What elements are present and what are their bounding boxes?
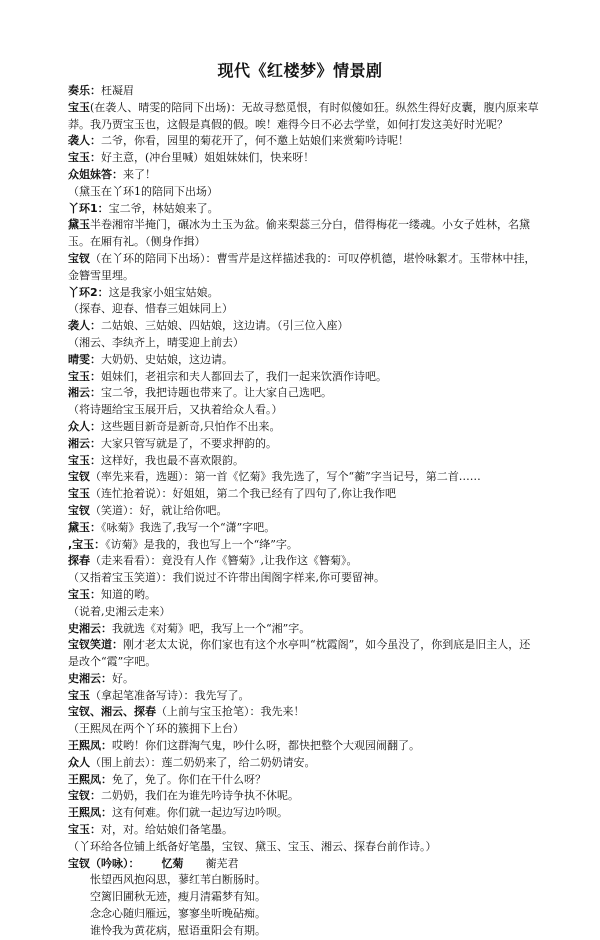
script-line xyxy=(68,402,540,419)
line-text: 刚才老太太说，你们家也有这个水亭叫“枕霞阁”，如今虽没了，你到底是旧主人，还是改个“霞”字吧。 xyxy=(68,638,531,669)
speaker-name: 宝玉： xyxy=(68,151,101,165)
speaker-name: 奏乐： xyxy=(68,84,101,97)
line-text: 二奶奶，我们在为谁先吟诗争执不休呢。 xyxy=(101,789,299,803)
poem-line: 空篱旧圃秋无迹，瘦月清霜梦有知。 xyxy=(90,890,266,904)
speaker-name: 众人 xyxy=(68,755,90,769)
speaker-name: 袭人： xyxy=(68,134,101,148)
line-text: (在袭人、晴雯的陪同下出场)：无故寻愁觅恨，有时似傻如狂。纵然生得好皮囊，腹内原来草莽。我乃贾宝玉也，这假是真假的假。唉！难得今日不必去学堂，如何打发这美好时光呢？ xyxy=(68,100,539,131)
speaker-name: 湘云： xyxy=(68,386,101,400)
line-text: 枉凝眉 xyxy=(101,84,134,97)
script-line xyxy=(68,755,540,772)
line-text: 《访菊》是我的，我也写上一个“绛”字。 xyxy=(105,537,298,551)
line-text: 对，对。给姑娘们备笔墨。 xyxy=(101,823,233,837)
script-line xyxy=(68,738,540,755)
line-text: 这样好，我也最不喜欢限韵。 xyxy=(101,453,244,467)
speaker-name: 宝钗笑道： xyxy=(68,638,123,652)
line-text: （湘云、李纨齐上，晴雯迎上前去） xyxy=(68,335,244,349)
line-text: （又指着宝玉笑道）：我们说过不许带出闺阁字样来,你可要留神。 xyxy=(68,571,385,585)
line-text: 二姑娘、三姑娘、四姑娘，这边请。（引三位入座） xyxy=(101,319,349,333)
script-line xyxy=(68,570,540,587)
line-text: 二爷，你看，园里的菊花开了，何不邀上姑娘们来赏菊吟诗呢！ xyxy=(101,134,409,148)
line-text: 半卷湘帘半掩门，碾冰为土玉为盆。偷来梨蕊三分白，借得梅花一缕魂。小女子姓林，名黛玉。在厢有礼。（侧身作揖） xyxy=(68,218,530,249)
line-text: 好主意，(冲台里喊）姐姐妹妹们，快来呀！ xyxy=(101,151,315,165)
poem-line: 怅望西风抱闷思，蓼红苇白断肠时。 xyxy=(90,873,266,887)
speaker-name: 宝钗（吟咏）： xyxy=(68,856,140,870)
script-line xyxy=(68,167,540,184)
line-text: （拿起笔准备写诗）：我先写了。 xyxy=(90,688,250,702)
line-text: （黛玉在丫环1的陪同下出场） xyxy=(68,184,218,198)
script-line xyxy=(68,201,540,218)
speaker-name: 宝玉： xyxy=(68,823,101,837)
line-text: 宝二爷，林姑娘来了。 xyxy=(108,201,219,215)
script-line xyxy=(68,453,540,470)
speaker-name: 宝钗： xyxy=(68,789,101,803)
speaker-name: 史湘云： xyxy=(68,671,112,685)
script-line xyxy=(68,822,540,839)
line-text: （率先来看，选题）：第一首《忆菊》我先选了，写个“蘅”字当记号，第二首…… xyxy=(90,470,481,484)
line-text: （上前与宝玉抢笔）：我先来！ xyxy=(156,705,305,719)
script-line xyxy=(68,621,540,638)
speaker-name: 宝钗 xyxy=(68,251,90,265)
speaker-name: 袭人： xyxy=(68,319,101,333)
speaker-name: 史湘云： xyxy=(68,621,112,635)
script-line xyxy=(68,520,540,537)
script-line xyxy=(68,772,540,789)
script-line xyxy=(68,553,540,570)
speaker-name: 宝玉： xyxy=(68,369,101,383)
speaker-name: 王熙凤： xyxy=(68,739,112,753)
speaker-name: ,宝玉： xyxy=(68,537,106,551)
line-text: 免了，免了。你们在干什么呀？ xyxy=(112,772,266,786)
script-line xyxy=(68,436,540,453)
script-line xyxy=(68,301,540,318)
script-line xyxy=(68,537,540,554)
line-text: （探春、迎春、惜春三姐妹同上） xyxy=(68,302,233,316)
line-text: 这些题目新奇是新奇,只怕作不出来。 xyxy=(101,419,281,433)
page-title: 现代《红楼梦》情景剧 xyxy=(217,61,383,80)
line-text: 宝二爷，我把诗题也带来了。让大家自己选吧。 xyxy=(101,386,332,400)
script-line xyxy=(68,469,540,486)
speaker-name: 宝钗 xyxy=(68,470,90,484)
speaker-name: 丫环2： xyxy=(68,285,109,299)
speaker-name: 黛玉 xyxy=(68,218,90,232)
script-line xyxy=(68,150,540,167)
script-line xyxy=(68,335,540,352)
script-line xyxy=(68,217,540,251)
speaker-name: 湘云： xyxy=(68,436,101,450)
line-text: 哎哟！你们这群淘气鬼，吵什么呀，都快把整个大观园闹翻了。 xyxy=(112,739,420,753)
line-text: 大家只管写就是了，不要求押韵的。 xyxy=(101,436,277,450)
poem-line: 念念心随归雁远，寥寥坐听晚砧痴。 xyxy=(90,907,266,921)
script-line xyxy=(68,604,540,621)
script-line xyxy=(68,671,540,688)
script-line xyxy=(68,788,540,805)
speaker-name: 宝钗、湘云、探春 xyxy=(68,705,156,719)
speaker-name: 众姐妹答： xyxy=(68,167,123,181)
line-text: （围上前去）：莲二奶奶来了，给二奶奶请安。 xyxy=(90,755,316,769)
script-line xyxy=(68,503,540,520)
script-line xyxy=(68,285,540,302)
poem-title: 忆菊 xyxy=(161,856,184,870)
line-text: 姐妹们，老祖宗和夫人都回去了，我们一起来饮酒作诗吧。 xyxy=(101,369,387,383)
speaker-name: 众人： xyxy=(68,419,101,433)
speaker-name: 王熙凤： xyxy=(68,806,112,820)
script-line xyxy=(68,587,540,604)
line-text: （王熙凤在两个丫环的簇拥下上台） xyxy=(68,722,244,736)
line-text: （丫环给各位铺上纸备好笔墨，宝钗、黛玉、宝玉、湘云、探春台前作诗。） xyxy=(68,839,437,853)
speaker-name: 晴雯： xyxy=(68,352,101,366)
speaker-name: 宝玉 xyxy=(68,487,90,501)
poem-heading xyxy=(68,856,540,873)
script-line xyxy=(68,318,540,335)
line-text: 我就选《对菊》吧，我写上一个“湘”字。 xyxy=(112,621,311,635)
poem-line: 谁怜我为黄花病，慰语重阳会有期。 xyxy=(90,923,266,937)
line-text: （连忙抢着说）：好姐姐，第二个我已经有了四句了,你让我作吧 xyxy=(90,487,396,501)
line-text: 这是我家小姐宝姑娘。 xyxy=(108,285,219,299)
speaker-name: 宝玉： xyxy=(68,587,101,601)
line-text: 《咏菊》我选了,我写一个“潇”字吧。 xyxy=(101,520,276,534)
script-line xyxy=(68,352,540,369)
speaker-name: 丫环1： xyxy=(68,201,109,215)
line-text: （说着,史湘云走来） xyxy=(68,604,171,618)
script-line xyxy=(68,385,540,402)
line-text: （笑道）：好，就让给你吧。 xyxy=(90,503,228,517)
poem-author: 蘅芜君 xyxy=(205,856,239,870)
line-text: （将诗题给宝玉展开后，又执着给众人看。） xyxy=(68,403,283,417)
script-line xyxy=(68,839,540,856)
line-text: 知道的哟。 xyxy=(101,587,156,601)
speaker-name: 王熙凤： xyxy=(68,772,112,786)
line-text: 大奶奶、史姑娘，这边请。 xyxy=(101,352,233,366)
script-body xyxy=(68,83,540,940)
line-text: 好。 xyxy=(112,671,134,685)
script-line xyxy=(68,486,540,503)
script-line xyxy=(68,721,540,738)
script-line xyxy=(68,133,540,150)
script-line xyxy=(68,688,540,705)
speaker-name: 宝玉 xyxy=(68,100,90,114)
speaker-name: 宝钗 xyxy=(68,503,90,517)
speaker-name: 探春 xyxy=(68,554,90,568)
line-text: 来了！ xyxy=(123,167,156,181)
speaker-name: 黛玉： xyxy=(68,520,101,534)
script-line xyxy=(68,369,540,386)
script-line xyxy=(68,419,540,436)
script-line xyxy=(68,805,540,822)
speaker-name: 宝玉： xyxy=(68,453,101,467)
script-line xyxy=(68,637,540,671)
script-line xyxy=(68,184,540,201)
speaker-name: 宝玉 xyxy=(68,688,90,702)
script-line xyxy=(68,83,540,100)
line-text: 这有何难。你们就一起边写边吟呗。 xyxy=(112,806,288,820)
script-line xyxy=(68,100,540,134)
script-line xyxy=(68,251,540,285)
script-line xyxy=(68,704,540,721)
line-text: （走来看看）：竟没有人作《簪菊》,让我作这《簪菊》。 xyxy=(90,554,358,568)
line-text: （在丫环的陪同下出场）：曹雪芹是这样描述我的：可叹停机德，堪怜咏絮才。玉带林中挂，金簪雪里埋。 xyxy=(68,251,536,282)
